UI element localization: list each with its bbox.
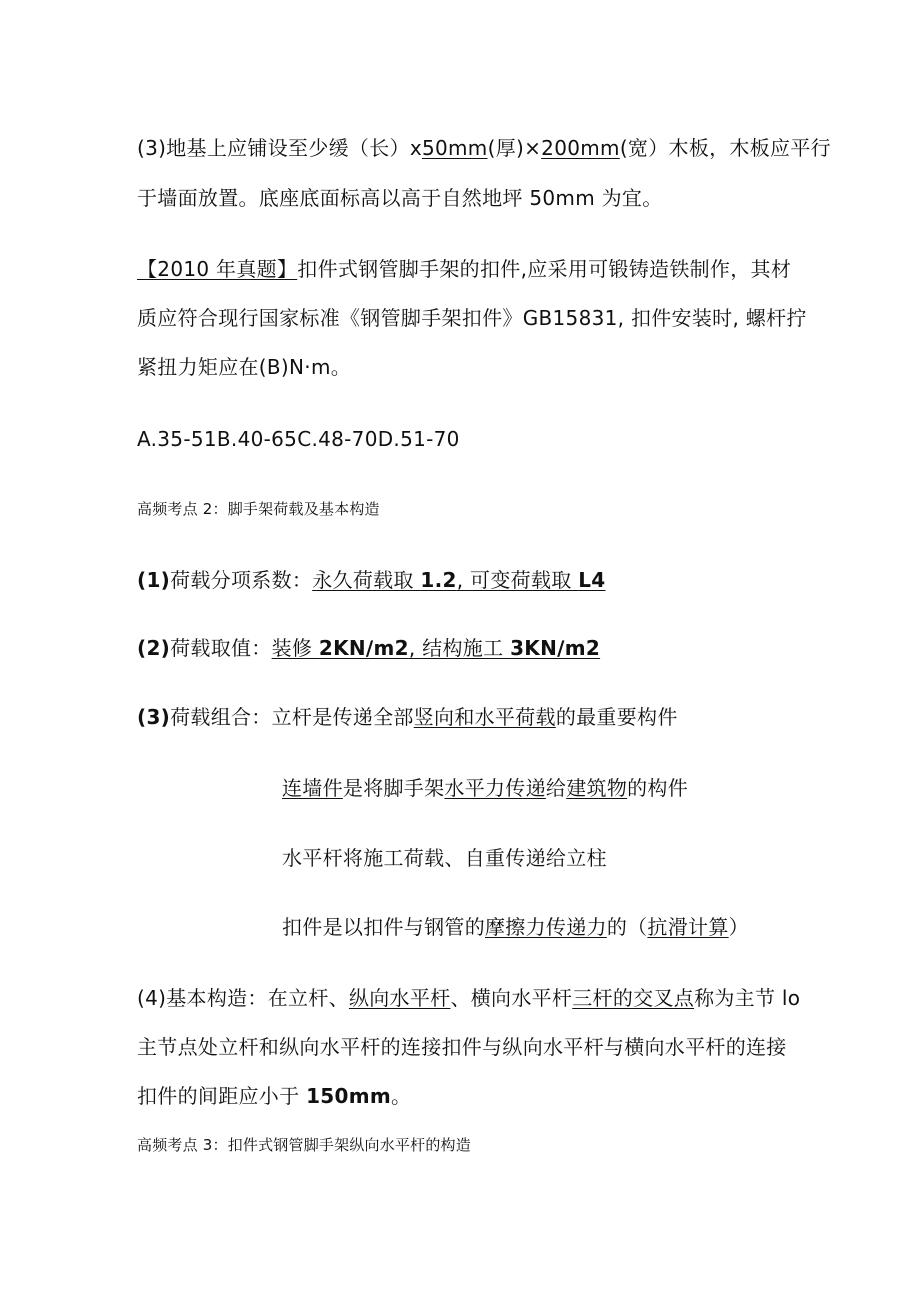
text-run: 扣件式钢管脚手架的扣件,应采用可锻铸造铁制作，其材 bbox=[297, 257, 792, 281]
item-1 bbox=[137, 566, 605, 594]
exam-question-line-3: 紧扭力矩应在(B)N·m。 bbox=[137, 355, 352, 379]
bold-value: 2KN∕m2 bbox=[318, 636, 409, 660]
text-run: 扣件的间距应小于 bbox=[137, 1084, 307, 1108]
text-run: 。 bbox=[391, 1084, 412, 1108]
text-run: 荷载分项系数： bbox=[170, 568, 313, 592]
item-3-horizontal-bar: 水平杆将施工荷载、自重传递给立柱 bbox=[282, 846, 607, 870]
exam-question-line-2: 质应符合现行国家标准《钢管脚手架扣件》GB15831, 扣件安装时, 螺杆拧 bbox=[137, 306, 807, 330]
underlined-phrase: 竖向和水平荷载 bbox=[413, 705, 556, 729]
text-run: 永久荷载取 bbox=[312, 568, 421, 592]
item-3-wall-tie bbox=[282, 774, 688, 802]
text-run: (宽）木板，木板应平行 bbox=[619, 136, 831, 160]
underlined-phrase: 连墙件 bbox=[282, 776, 343, 800]
underlined-phrase: 抗滑计算 bbox=[647, 915, 729, 939]
text-run: 扣件是以扣件与钢管的 bbox=[282, 915, 485, 939]
item-4-line-1 bbox=[137, 984, 800, 1012]
item-2 bbox=[137, 634, 600, 662]
item-3 bbox=[137, 703, 678, 731]
text-run: 给 bbox=[545, 776, 567, 800]
text-run: 荷载组合：立杆是传递全部 bbox=[170, 705, 414, 729]
paragraph-3-line-2: 于墙面放置。底座底面标高以高于自然地坪 50mm 为宜。 bbox=[137, 186, 663, 210]
bold-value: 1.2 bbox=[420, 568, 457, 592]
item-3-coupler bbox=[282, 913, 749, 941]
text-run: , 可变荷载取 bbox=[456, 568, 579, 592]
underlined-phrase: 三杆的交叉点 bbox=[572, 986, 695, 1010]
text-run: (3)地基上应铺设至少缓（长）x bbox=[137, 136, 422, 160]
text-run: 的最重要构件 bbox=[555, 705, 678, 729]
underlined-phrase bbox=[272, 636, 600, 660]
underlined-value: 50mm bbox=[421, 136, 488, 160]
item-number: (2) bbox=[137, 636, 171, 660]
underlined-phrase: 纵向水平杆 bbox=[348, 986, 451, 1010]
text-run: ） bbox=[728, 915, 749, 939]
underlined-phrase: 建筑物 bbox=[566, 776, 628, 800]
text-run: 荷载取值： bbox=[170, 636, 272, 660]
bold-value: 150mm bbox=[306, 1084, 391, 1108]
underlined-phrase: 摩擦力传递力 bbox=[485, 915, 607, 939]
underlined-value: 200mm bbox=[541, 136, 620, 160]
exam-year-tag: 【2010 年真题】 bbox=[137, 257, 298, 281]
text-run: 的（ bbox=[606, 915, 648, 939]
text-run: (4)基本构造：在立杆、 bbox=[137, 986, 349, 1010]
section-heading-3: 高频考点 3：扣件式钢管脚手架纵向水平杆的构造 bbox=[137, 1136, 471, 1154]
text-run: 装修 bbox=[271, 636, 319, 660]
exam-question-line-1 bbox=[137, 255, 791, 283]
bold-value: 3KN∕m2 bbox=[510, 636, 601, 660]
paragraph-3-line-1 bbox=[137, 134, 831, 162]
text-run: 、横向水平杆 bbox=[450, 986, 573, 1010]
item-number: (3) bbox=[137, 705, 171, 729]
item-number: (1) bbox=[137, 568, 171, 592]
item-4-line-2: 主节点处立杆和纵向水平杆的连接扣件与纵向水平杆与横向水平杆的连接 bbox=[137, 1035, 787, 1059]
item-4-line-3 bbox=[137, 1082, 411, 1110]
text-run: × bbox=[524, 136, 542, 160]
bold-value: L4 bbox=[578, 568, 606, 592]
text-run: 称为主节 lo bbox=[694, 986, 801, 1010]
answer-options: A.35-51B.40-65C.48-70D.51-70 bbox=[137, 427, 460, 451]
text-run: 的构件 bbox=[627, 776, 689, 800]
text-run: (厚) bbox=[487, 136, 525, 160]
underlined-phrase: 水平力传递 bbox=[444, 776, 546, 800]
text-run: , 结构施工 bbox=[408, 636, 511, 660]
section-heading-2: 高频考点 2：脚手架荷载及基本构造 bbox=[137, 500, 380, 518]
underlined-phrase bbox=[312, 568, 605, 592]
text-run: 是将脚手架 bbox=[342, 776, 445, 800]
